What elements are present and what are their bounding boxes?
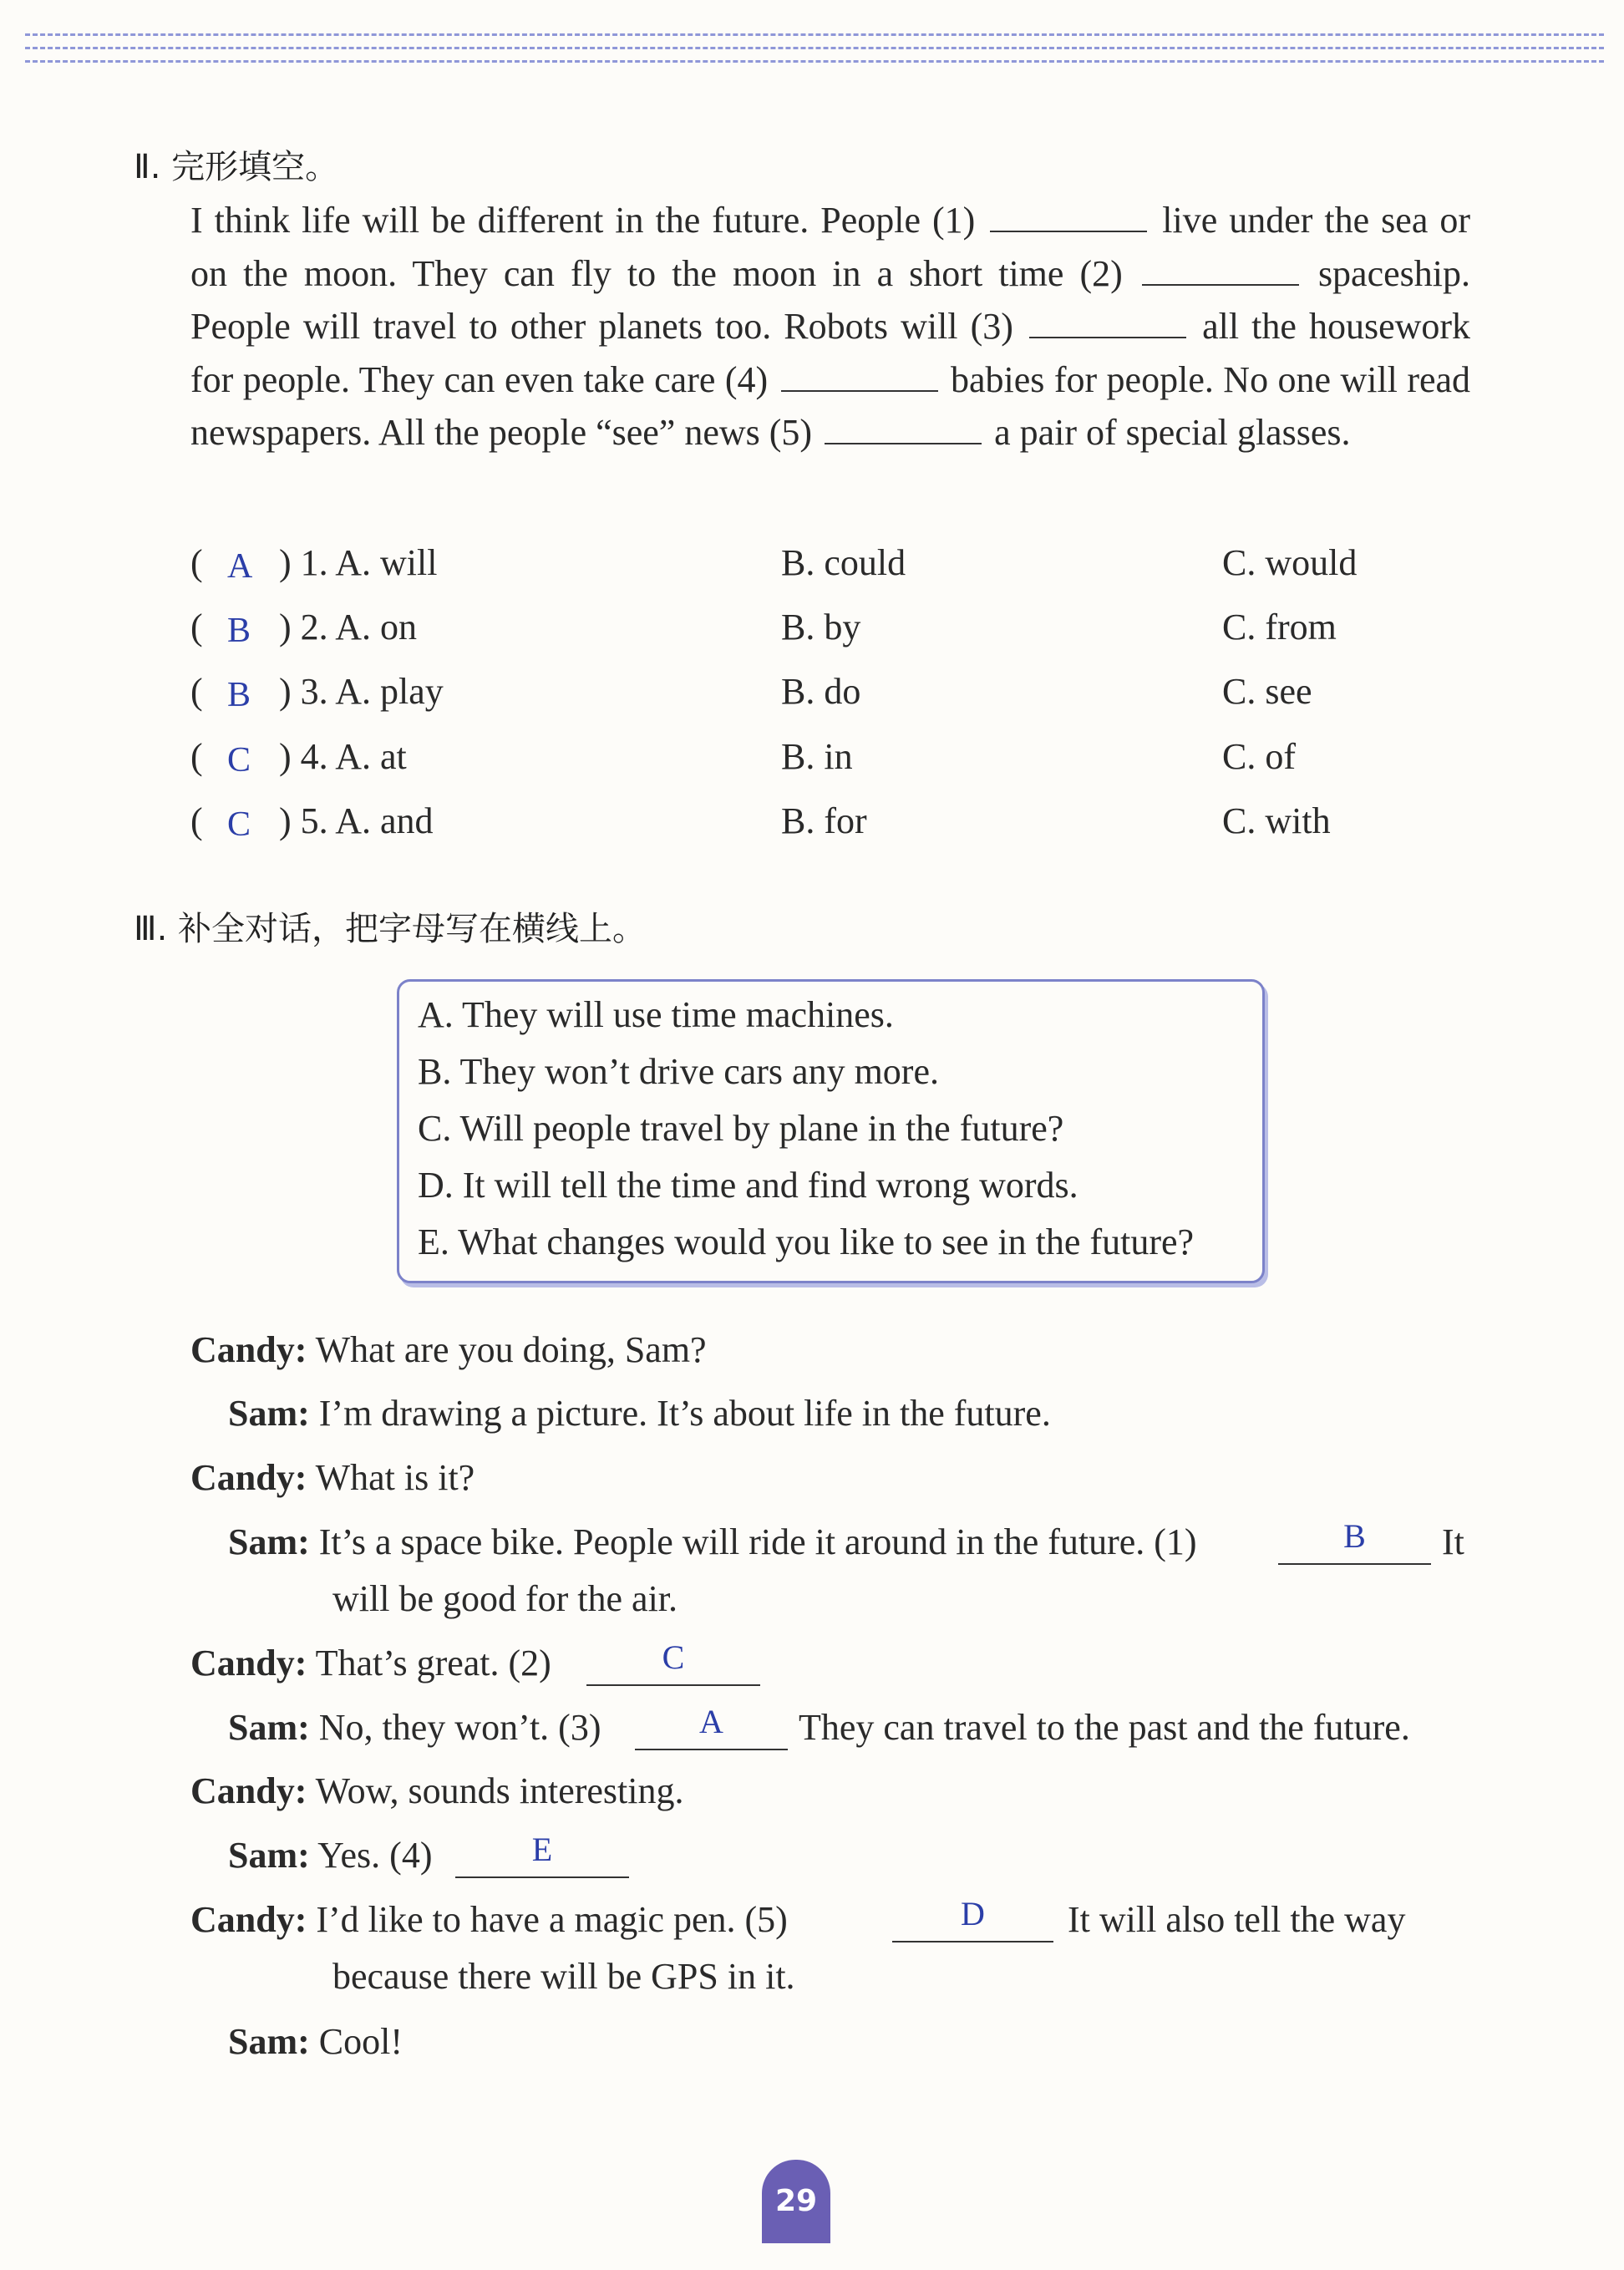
blank-answer: B: [1343, 1517, 1366, 1555]
option-b: B. in: [781, 736, 853, 777]
cloze-passage: [190, 194, 1470, 460]
speaker-name: Sam:: [228, 1707, 310, 1748]
dialogue-blank-1: [1278, 1563, 1431, 1565]
options-box: [397, 979, 1265, 1283]
passage-text: babies for people.: [951, 358, 1214, 400]
answer-letter: B: [227, 612, 251, 650]
header-dash-line-2: [25, 47, 1604, 49]
dialogue-text: I’d like to have a magic pen. (5): [316, 1899, 788, 1940]
passage-text: housework for people. They can even take care (4): [190, 306, 1471, 400]
passage-blank-4: [781, 360, 938, 392]
answer-letter: B: [227, 676, 251, 714]
option-a: ) 5. A. and: [279, 800, 434, 841]
dialogue-blank-4: [455, 1876, 629, 1878]
answer-letter: A: [227, 547, 253, 586]
passage-text: special glasses.: [1125, 412, 1351, 453]
dialogue-text: That’s great. (2): [315, 1643, 551, 1683]
dialogue-line: [190, 1328, 707, 1371]
open-paren: (: [190, 671, 203, 712]
dialogue-continuation: will be good for the air.: [332, 1578, 678, 1619]
option-c: C. of: [1222, 736, 1296, 777]
speaker-name: Sam:: [228, 2021, 310, 2062]
open-paren: (: [190, 736, 203, 777]
option-a: ) 2. A. on: [279, 607, 417, 647]
option-a: ) 1. A. will: [279, 542, 438, 583]
dialogue-line: [228, 1521, 1197, 1563]
dialogue-text: Cool!: [318, 2021, 403, 2062]
passage-blank-5: [825, 413, 982, 444]
open-paren: (: [190, 542, 203, 583]
speaker-name: Sam:: [228, 1835, 310, 1876]
dialogue-blank-3: [635, 1749, 788, 1750]
passage-text: spaceship. People will travel to other planets too. Robots will (3): [190, 252, 1470, 347]
dialogue-text: I’m drawing a picture. It’s about life in the future.: [318, 1393, 1051, 1434]
passage-blank-3: [1029, 307, 1186, 338]
option-line: A. They will use time machines.: [418, 994, 894, 1035]
option-c: C. with: [1222, 800, 1331, 841]
option-line: C. Will people travel by plane in the future?: [418, 1108, 1064, 1149]
passage-text: No one will read newspapers. All the people “see” news (5): [190, 358, 1471, 453]
passage-blank-2: [1142, 254, 1299, 286]
page-number: 29: [762, 2160, 830, 2243]
option-b: B. for: [781, 800, 867, 841]
dialogue-line: [228, 1706, 601, 1749]
speaker-name: Sam:: [228, 1521, 310, 1562]
dialogue-blank-2: [586, 1684, 760, 1686]
dialogue-text: Wow, sounds interesting.: [315, 1770, 684, 1811]
passage-text: I think life will be different in the future. People (1): [190, 200, 976, 241]
open-paren: (: [190, 800, 203, 841]
section-2-title: Ⅱ. 完形填空。: [134, 148, 339, 186]
speaker-name: Candy:: [190, 1770, 307, 1811]
dialogue-text: It’s a space bike. People will ride it around in the future. (1): [318, 1521, 1197, 1562]
passage-blank-1: [990, 201, 1147, 232]
dialogue-line: [190, 1642, 551, 1684]
dialogue-continuation: because there will be GPS in it.: [332, 1956, 795, 1997]
passage-text: live under the: [1162, 200, 1370, 241]
header-dash-line-1: [25, 33, 1604, 36]
speaker-name: Sam:: [228, 1393, 310, 1434]
open-paren: (: [190, 607, 203, 647]
option-line: E. What changes would you like to see in the future?: [418, 1221, 1195, 1262]
dialogue-line: [190, 1898, 788, 1941]
dialogue-text: What is it?: [315, 1457, 475, 1498]
option-a: ) 4. A. at: [279, 736, 407, 777]
speaker-name: Candy:: [190, 1329, 307, 1370]
speaker-name: Candy:: [190, 1899, 307, 1940]
speaker-name: Candy:: [190, 1457, 307, 1498]
option-line: D. It will tell the time and find wrong words.: [418, 1165, 1078, 1206]
option-b: B. do: [781, 671, 861, 712]
blank-answer: E: [531, 1831, 553, 1868]
option-b: B. by: [781, 607, 861, 647]
option-line: B. They won’t drive cars any more.: [418, 1051, 939, 1092]
blank-answer: D: [961, 1895, 985, 1932]
dialogue-text: It: [1442, 1521, 1464, 1562]
section-3-title: Ⅲ. 补全对话，把字母写在横线上。: [134, 910, 647, 948]
dialogue-text: What are you doing, Sam?: [315, 1329, 707, 1370]
option-c: C. see: [1222, 671, 1312, 712]
dialogue-line: [228, 1834, 432, 1876]
passage-text: sea or on the moon. They can fly to the moon in a short time (2): [190, 200, 1470, 294]
passage-text: all the: [1202, 306, 1297, 347]
dialogue-line: [190, 1456, 475, 1499]
blank-answer: A: [699, 1703, 723, 1740]
option-c: C. would: [1222, 542, 1358, 583]
header-dash-line-3: [25, 60, 1604, 63]
passage-text: a pair of: [994, 412, 1117, 453]
dialogue-line: [228, 1392, 1051, 1435]
dialogue-blank-5: [892, 1941, 1053, 1942]
answer-letter: C: [227, 805, 251, 844]
dialogue-line: [228, 2020, 403, 2063]
option-c: C. from: [1222, 607, 1337, 647]
option-a: ) 3. A. play: [279, 671, 444, 712]
dialogue-text: They can travel to the past and the future.: [799, 1707, 1410, 1748]
dialogue-text: It will also tell the way: [1068, 1899, 1406, 1940]
blank-answer: C: [662, 1638, 685, 1676]
dialogue-line: [190, 1770, 684, 1812]
answer-letter: C: [227, 741, 251, 780]
dialogue-text: No, they won’t. (3): [318, 1707, 601, 1748]
speaker-name: Candy:: [190, 1643, 307, 1683]
option-b: B. could: [781, 542, 906, 583]
dialogue-text: Yes. (4): [317, 1835, 433, 1876]
